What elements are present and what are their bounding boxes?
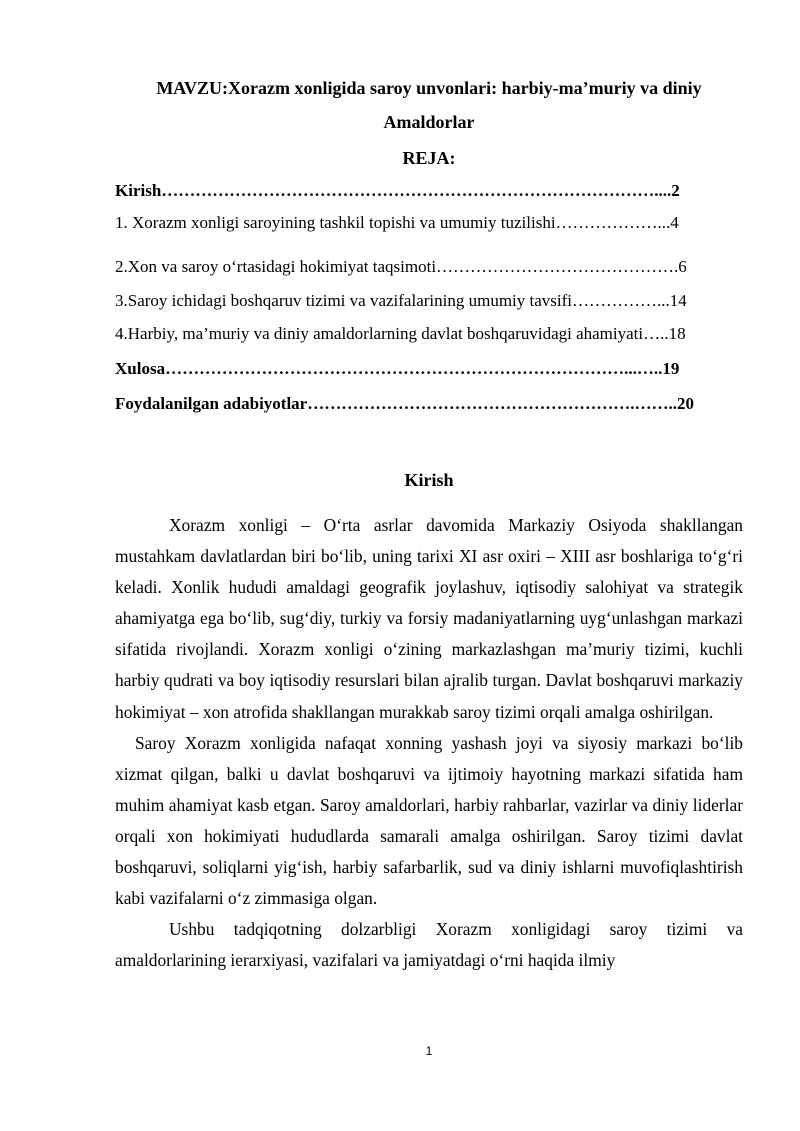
plan-heading: REJA: (402, 148, 456, 168)
toc-item-introduction: Kirish……………………………………………………………………………....2 (115, 181, 680, 200)
toc-item-chapter-2: 2.Xon va saroy o‘rtasidagi hokimiyat taqsimoti…………………………………….6 (115, 257, 687, 276)
section-heading-introduction: Kirish (404, 470, 454, 490)
document-title-line-1: MAVZU:Xorazm xonligida saroy unvonlari: harbiy-ma’muriy va diniy (156, 78, 702, 98)
paragraph: Xorazm xonligi – O‘rta asrlar davomida Markaziy Osiyoda shakllangan mustahkam davlatlardan biri bo‘lib, uning tarixi XI asr oxiri – XIII asr boshlariga to‘g‘ri keladi. Xonlik hududi amaldagi geografik joylashuv, iqtisodiy salohiyat va strategik ahamiyatga ega bo‘lib, sug‘diy, turkiy va forsiy madaniyatlarning uyg‘unlashgan markazi sifatida rivojlandi. Xorazm xonligi o‘zining markazlashgan ma’muriy tizimi, kuchli harbiy qudrati va boy iqtisodiy resurslari bilan ajralib turgan. Davlat boshqaruvi markaziy hokimiyat – xon atrofida shakllangan murakkab saroy tizimi orqali amalga oshirilgan. (115, 515, 743, 722)
toc-item-chapter-1: 1. Xorazm xonligi saroyining tashkil topishi va umumiy tuzilishi………………...4 (115, 213, 679, 232)
document-title-line-2: Amaldorlar (383, 112, 475, 132)
page-number: 1 (425, 1044, 433, 1058)
toc-item-chapter-4: 4.Harbiy, ma’muriy va diniy amaldorlarning davlat boshqaruvidagi ahamiyati…..18 (115, 324, 686, 343)
introduction-body (115, 510, 743, 976)
paragraph: Saroy Xorazm xonligida nafaqat xonning yashash joyi va siyosiy markazi bo‘lib xizmat qilgan, balki u davlat boshqaruvi va ijtimoiy hayotning markazi sifatida ham muhim ahamiyat kasb etgan. Saroy amaldorlari, harbiy rahbarlar, vazirlar va diniy liderlar orqali xon hokimiyati hududlarda samarali amalga oshirilgan. Saroy tizimi davlat boshqaruvi, soliqlarni yig‘ish, harbiy safarbarlik, sud va diniy ishlarni muvofiqlashtirish kabi vazifalarni o‘z zimmasiga olgan. (115, 732, 743, 909)
toc-item-references: Foydalanilgan adabiyotlar………………………………………………….……..20 (115, 394, 694, 413)
toc-item-conclusion: Xulosa………………………………………………………………………...…..19 (115, 359, 680, 378)
toc-item-chapter-3: 3.Saroy ichidagi boshqaruv tizimi va vazifalarining umumiy tavsifi……………...14 (115, 291, 687, 310)
paragraph: Ushbu tadqiqotning dolzarbligi Xorazm xonligidagi saroy tizimi va amaldorlarining ierarxiyasi, vazifalari va jamiyatdagi o‘rni haqida ilmiy (115, 919, 743, 971)
